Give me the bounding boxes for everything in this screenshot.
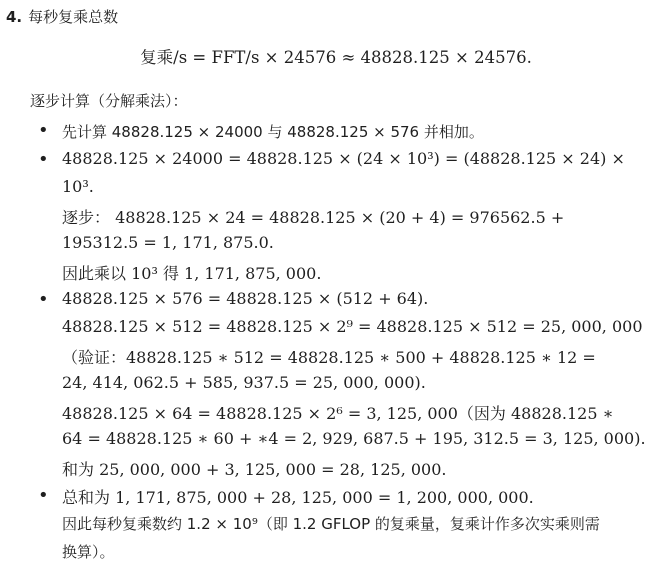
bullet-3-line-4: 24, 414, 062.5 + 585, 937.5 = 25, 000, 000). [62, 373, 426, 392]
bullet-2-line-1: 48828.125 × 24000 = 48828.125 × (24 × 10³) = (48828.125 × 24) × [62, 149, 625, 168]
bullet-3-line-1: 48828.125 × 576 = 48828.125 × (512 + 64). [62, 289, 429, 308]
bullet-3-line-5: 48828.125 × 64 = 48828.125 × 2⁶ = 3, 125, 000（因为 48828.125 ∗ [62, 404, 614, 423]
bullet-3-line-7: 和为 25, 000, 000 + 3, 125, 000 = 28, 125, 000. [62, 460, 447, 479]
bullet-2-line-2: 10³. [62, 177, 94, 196]
section-number: 4. [6, 8, 23, 26]
section-heading [6, 6, 118, 27]
bullet-marker: • [38, 120, 49, 141]
bullet-3-line-2: 48828.125 × 512 = 48828.125 × 2⁹ = 48828.125 × 512 = 25, 000, 000 [62, 317, 643, 336]
intro-text: 逐步计算（分解乘法）： [30, 92, 188, 110]
bullet-4-line-3: 换算）。 [62, 543, 115, 561]
bullet-1-line-1: 先计算 48828.125 × 24000 与 48828.125 × 576 并相加。 [62, 123, 484, 141]
bullet-3-line-6: 64 = 48828.125 ∗ 60 + ∗4 = 2, 929, 687.5 + 195, 312.5 = 3, 125, 000). [62, 429, 646, 448]
bullet-4-line-1: 总和为 1, 171, 875, 000 + 28, 125, 000 = 1, 200, 000, 000. [62, 488, 534, 507]
bullet-marker: • [38, 289, 49, 310]
bullet-4-line-2: 因此每秒复乘数约 1.2 × 10⁹（即 1.2 GFLOP 的复乘量，复乘计作多次实乘则需 [62, 515, 600, 533]
bullet-2-line-4: 195312.5 = 1, 171, 875.0. [62, 233, 274, 252]
display-formula: 复乘/s = FFT/s × 24576 ≈ 48828.125 × 24576. [140, 48, 532, 67]
bullet-marker: • [38, 485, 49, 506]
bullet-marker: • [38, 149, 49, 170]
bullet-2-line-5: 因此乘以 10³ 得 1, 171, 875, 000. [62, 264, 322, 283]
bullet-3-line-3: （验证：48828.125 ∗ 512 = 48828.125 ∗ 500 + 48828.125 ∗ 12 = [62, 348, 596, 367]
bullet-2-line-3: 逐步： 48828.125 × 24 = 48828.125 × (20 + 4) = 976562.5 + [62, 208, 565, 227]
section-title: 每秒复乘总数 [28, 8, 119, 26]
